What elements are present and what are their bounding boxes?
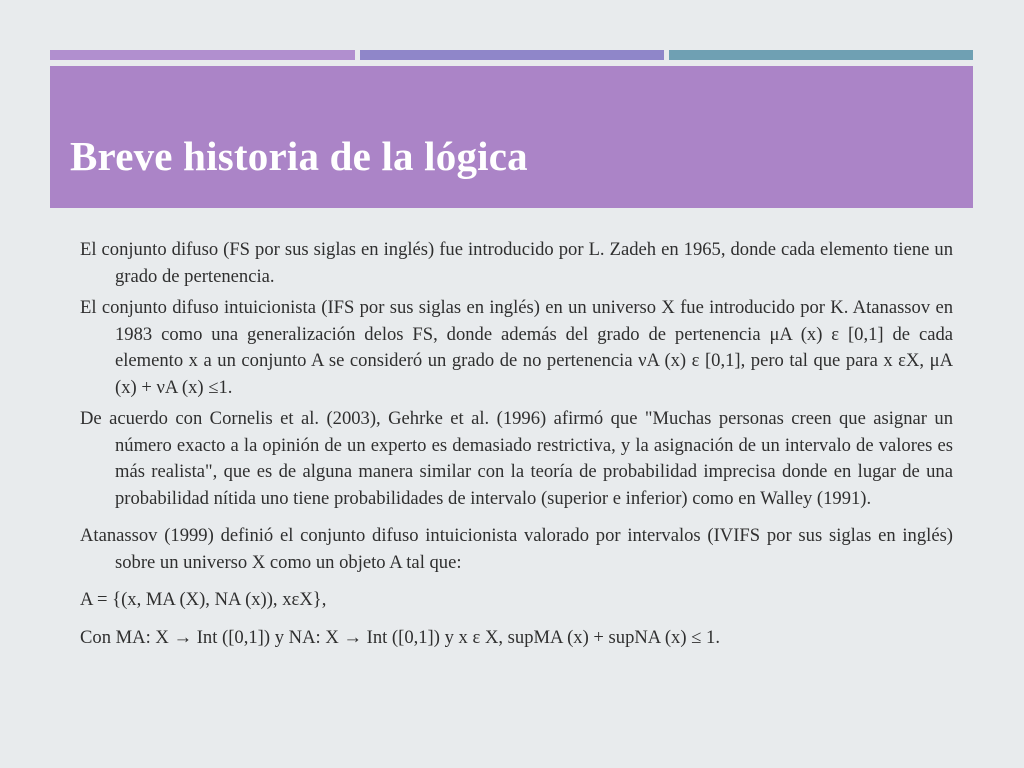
paragraph-cornelis: De acuerdo con Cornelis et al. (2003), Gehrke et al. (1996) afirmó que "Muchas personas creen que asignar un número exacto a la opinión de un experto es demasiado restrictiva, y la asignación de un intervalo de valores es más realista", que es de alguna manera similar con la teoría de probabilidad imprecisa donde en lugar de una probabilidad nítida uno tiene probabilidades de intervalo (superior e inferior) como en Walley (1991). [80, 408, 953, 509]
slide-title: Breve historia de la lógica [70, 133, 528, 179]
accent-bar-left [50, 50, 355, 60]
paragraph-atanassov-ifs: El conjunto difuso intuicionista (IFS por sus siglas en inglés) en un universo X fue introducido por K. Atanassov en 1983 como una generalización delos FS, donde además del grado de pertenencia μA (x) ε [0,1] de cada elemento x a un conjunto A se consideró un grado de no pertenencia νA (x) ε [0,1], pero tal que para x εX, μA (x) + νA (x) ≤1. [80, 297, 953, 398]
title-band [50, 66, 973, 208]
accent-bar-right [669, 50, 973, 60]
paragraph-zadeh: El conjunto difuso (FS por sus siglas en inglés) fue introducido por L. Zadeh en 1965, donde cada elemento tiene un grado de pertenencia. [80, 239, 953, 287]
formula-set-a: A = {(x, MA (X), NA (x)), xεX}, [80, 589, 327, 610]
slide-body [80, 237, 953, 656]
paragraph-ivifs: Atanassov (1999) definió el conjunto difuso intuicionista valorado por intervalos (IVIFS por sus siglas en inglés) sobre un universo X como un objeto A tal que: [80, 525, 953, 573]
formula-conditions: Con MA: X → Int ([0,1]) y NA: X → Int ([0,1]) y x ε X, supMA (x) + supNA (x) ≤ 1. [80, 626, 720, 648]
accent-bar-middle [360, 50, 664, 60]
